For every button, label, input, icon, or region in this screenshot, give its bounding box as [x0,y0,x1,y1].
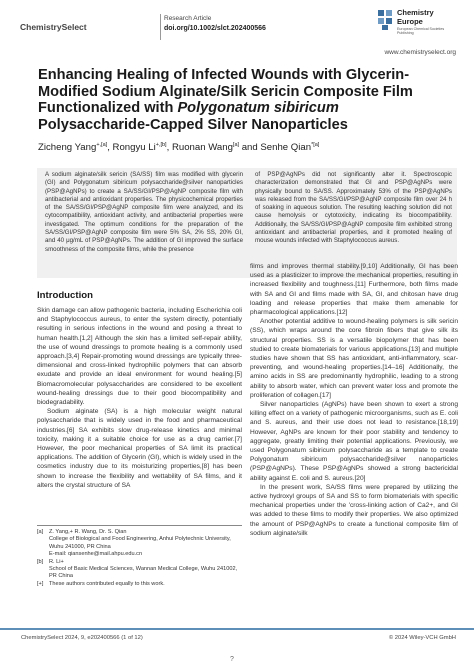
footer-copyright: © 2024 Wiley-VCH GmbH [388,635,456,641]
footer-rule [0,628,474,630]
author-name[interactable]: Zicheng Yang [38,142,97,154]
journal-name: ChemistrySelect [20,22,87,32]
footnote-key: [a] [37,529,44,535]
body-right-column [250,262,458,538]
paragraph: Skin damage can allow pathogenic bacteria, including Escherichia coli and Staphylococcus aureus, to enter the system directly, potentially resulting in serious infections in the wound and posing a threat to human health.[1,2] Although the skin has a limited self-repair ability, the use of wound dressings to promote healing is a commonly used approach.[3,4] Repair-promoting wound dressings are typically three-dimensional and cross-linked hydrophilic polymers that can absorb exudate and provide an ideal environment for wound healing.[5] Biomacromolecular polysaccharides are considered to be excellent wound-healing dressings due to their good biocompatibility and biodegradability. [37,307,242,407]
author-separator: and [239,142,261,154]
article-title [38,67,448,133]
title-italic: Polygonatum sibiricum [177,100,339,117]
author-name[interactable]: Rongyu Li [112,142,156,154]
footnote [37,581,242,588]
footnote-line: PR China [49,573,73,580]
footnote-line: These authors contributed equally to this work. [49,580,165,587]
footnote-line: College of Biological and Food Engineering, Anhui Polytechnic University, [49,536,231,543]
journal-website[interactable]: www.chemistryselect.org [384,49,456,56]
footnote-line: School of Basic Medical Sciences, Wannan Medical College, Wuhu 241002, [49,566,238,573]
author-separator: , [107,142,113,154]
footnote-line: R. Li+ [49,558,64,565]
logo-tagline: European Chemical Societies Publishing [397,27,445,35]
title-part2: Polysaccharide-Capped Silver Nanoparticles [38,116,348,133]
footnote-email[interactable]: E-mail: qiansenhe@mail.ahpu.edu.cn [49,551,143,558]
author-separator: , [166,142,172,154]
doi-link[interactable]: doi.org/10.1002/slct.202400566 [164,25,266,32]
abstract-right-column: of PSP@AgNPs did not significantly alter it. Spectroscopic characterization demonstrated that GI and PSP@AgNPs were physically bound to SA/SS. Approximately 53% of the PSP@AgNPs was released from the SA/SS/GI/PSP@AgNP composite film over 24 h of soaking in aqueous solution. The resulting leaching solution did not cause hemolysis or cytotoxicity, indicating its biocompatibility. Additionally, the SA/SS/GI/PSP@AgNP composite film exhibited strong antioxidant and antibacterial properties, and it promoted healing of mouse wounds infected with Staphylococcus aureus. [255,171,452,245]
author-affiliation: *[a] [311,142,320,148]
footnote-line: Wuhu 241000, PR China [49,543,111,550]
footnote-key: [b] [37,558,44,565]
chemistry-europe-logo [377,6,457,36]
author-affiliation: [a] [232,142,240,148]
paragraph: Another potential additive to wound-healing polymers is silk sericin (SS), which wraps around the core fibroin fibers that give silk its structural properties. SS is a versatile biopolymer that has been studied to create biomaterials for various applications,[13] and multiple studies have shown that SS has antioxidant, anti-inflammatory, scar-preventing, and wound-healing properties.[14–16] Additionally, the amino acids in SS are predominantly hydrophilic, leading to a strong ability to absorb water, which can prevent water loss and promote the proliferation of collagen.[17] [250,318,458,399]
paragraph: Sodium alginate (SA) is a high molecular weight natural polysaccharide that is widely used in the food and pharmaceutical industries.[6] SA exhibits slow drug-release kinetics and minimal toxicity, making it a suitable choice for use as a drug carrier.[7] However, the poor mechanical properties of SA limit its practical applications. The addition of Glycerin (GI), which is widely used in the cosmetics industry due to its moisturizing properties,[8] has been shown to increase the flexibility and wettability of SA films, and it alters the crystal structure of SA [37,408,242,489]
footer-page-number: ? [230,656,234,663]
abstract-left-column: A sodium alginate/silk sericin (SA/SS) film was modified with glycerin (GI) and Polygonatum sibiricum polysaccharide@silver nanoparticles (PSP@AgNPs) to create a SA/SS/GI/PSP@AgNP composite film with antibacterial and antioxidant properties. The physicochemical properties of the SA/SS/GI/PSP@AgNP composite film were analyzed, and its cytocompatibility, antioxidant activity, and antibacterial properties were investigated. The optimum conditions for the preparation of the SA/SS/GI/PSP@AgNP composite film were 5% SA, 2% SS, 20% GI, and 40 μg/mL of PSP@AgNPs. The addition of GI improved the surface smoothness of the composite films, while the presence [45,171,243,253]
author-affiliation: +,[a] [96,142,108,148]
logo-line1: Chemistry [397,8,434,17]
author-list [38,142,319,153]
paragraph: Silver nanoparticles (AgNPs) have been shown to exert a strong killing effect on a variety of pathogenic microorganisms, such as E. coli and S. aureus, and their use does not lead to resistance.[18,19] However, AgNPs are known for their poor stability and tendency to aggregate, greatly limiting their potential applications. Previously, we used Polygonatum sibiricum polysaccharide as a template to create Polygonatum sibiricum polysaccharide@silver nanoparticles (PSP@AgNPs). These PSP@AgNPs showed a strong bactericidal ability against E. coli and S. aureus.[20] [250,401,458,482]
author-affiliation: +,[b] [155,142,167,148]
author-name[interactable]: Ruonan Wang [171,142,233,154]
footnote-line: Z. Yang,+ R. Wang, Dr. S. Qian [49,529,127,535]
body-left-column [37,306,242,490]
footnote-divider [37,525,242,526]
footnote-key: [+] [37,580,44,587]
paragraph: In the present work, SA/SS films were prepared by utilizing the active hydroxyl groups of SA and SS to form biomaterials with specific mechanical properties under the 'cross-linking action of Ca2+, and GI was added to these films to modify their properties. We also optimized the amount of PSP@AgNPs to create a functional composite film of sodium alginate/silk [250,483,458,537]
header-divider [160,14,161,40]
logo-line2: Europe [397,17,423,26]
paragraph: films and improves thermal stability.[9,10] Additionally, GI has been used as a plasticizer to improve the mechanical properties, resulting in increased flexibility and toughness.[11] Furthermore, both films made with SA and GI and films made with SA, GI, and chitosan have drug loading and release properties that make them amenable for pharmacological applications.[12] [250,263,458,317]
author-name[interactable]: Senhe Qian [260,142,312,154]
section-heading-introduction: Introduction [37,290,93,301]
footnote [37,559,242,581]
title-part1: Enhancing Healing of Infected Wounds with Glycerin-Modified Sodium Alginate/Silk Sericin Composite Film Functionalized with [38,67,413,117]
article-type: Research Article [164,15,212,22]
footer-citation: ChemistrySelect 2024, 9, e202400566 (1 of 12) [21,635,143,641]
chemistry-europe-logo-icon [377,9,393,31]
footnote [37,529,242,559]
footnotes [37,529,242,588]
